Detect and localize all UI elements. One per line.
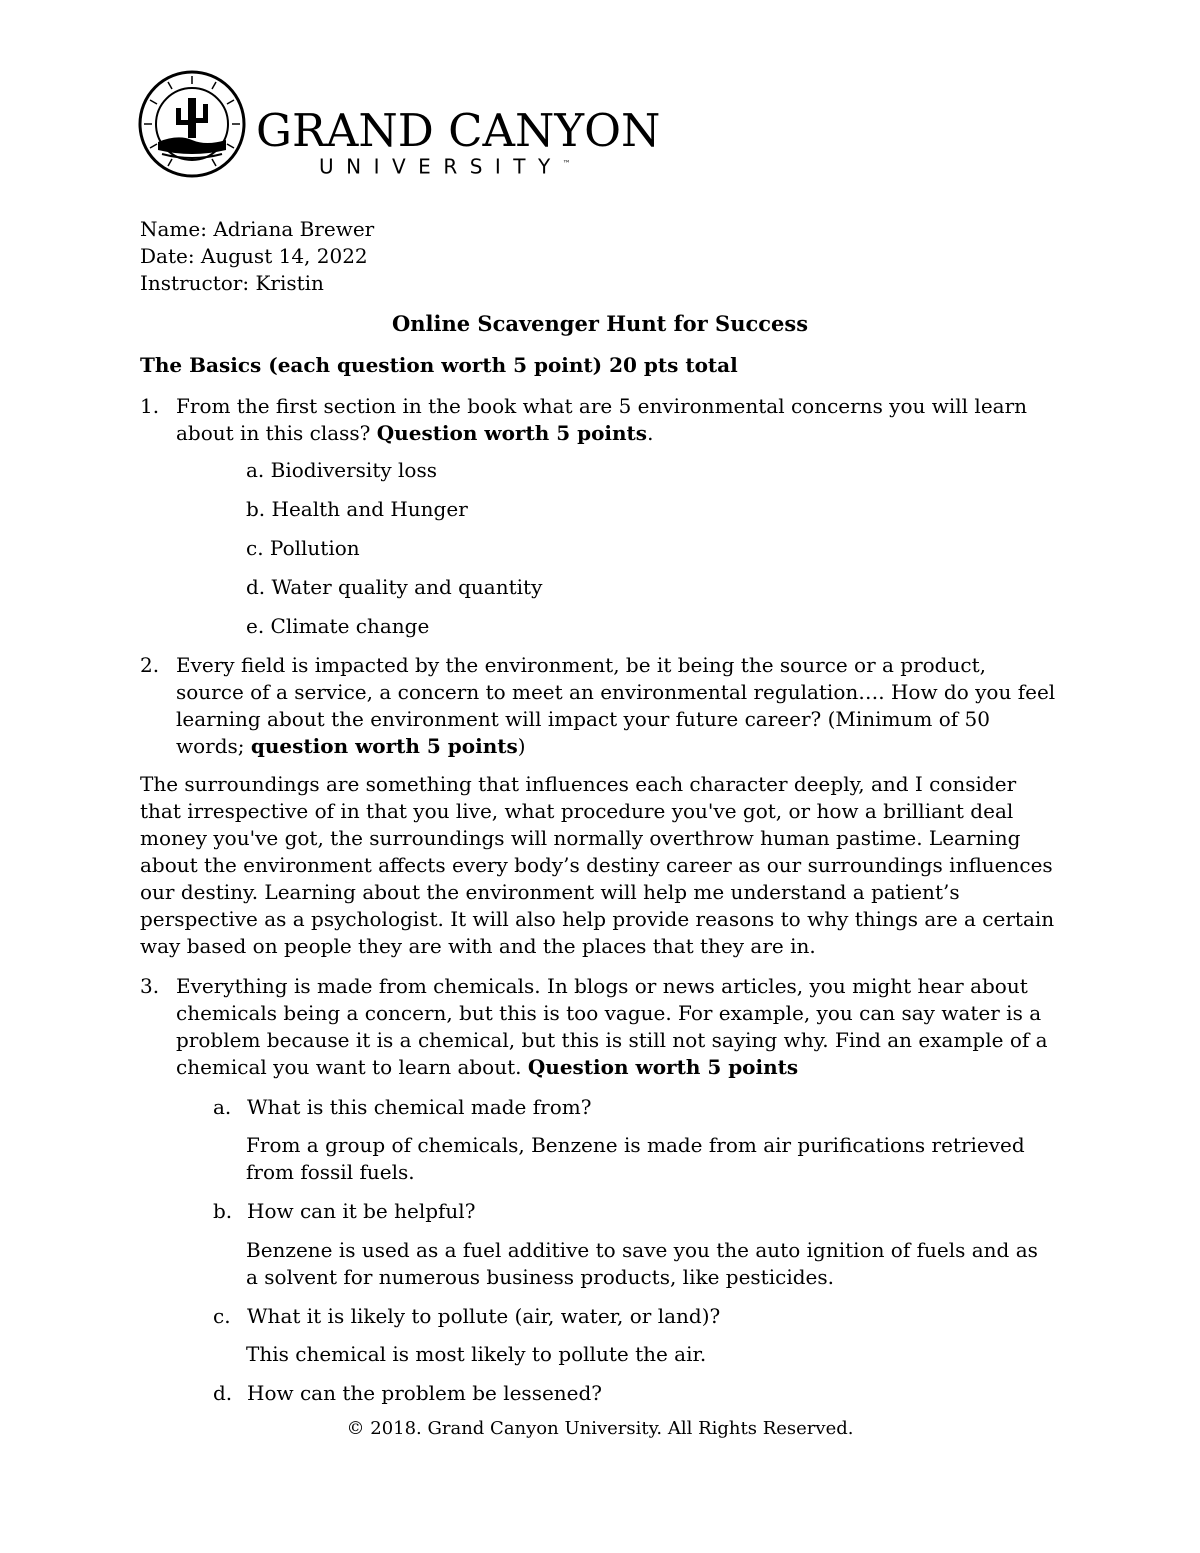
logo-name-line2: UNIVERSITY™: [319, 154, 571, 179]
sub-question-letter: b.: [213, 1199, 233, 1223]
sub-answer: From a group of chemicals, Benzene is made from air purifications retrieved from fossil fuels.: [246, 1133, 1025, 1184]
sub-question-letter: d.: [213, 1381, 233, 1405]
sub-answer: Benzene is used as a fuel additive to save you the auto ignition of fuels and as a solvent for numerous business products, like pesticides.: [246, 1238, 1038, 1289]
document-title: Online Scavenger Hunt for Success: [391, 311, 809, 336]
student-info: [140, 216, 640, 297]
answer-paragraph: The surroundings are something that influences each character deeply, and I consider that irrespective of in that you live, what procedure you've got, or how a brilliant deal money you've got, the surroundings will normally overthrow human pastime. Learning about the environment affects every body’s destiny career as our surroundings influences our destiny. Learning about the environment will help me understand a patient’s perspective as a psychologist. It will also help provide reasons to why things are a certain way based on people they are with and the places that they are in.: [140, 772, 1055, 958]
sub-question-text: What it is likely to pollute (air, water, or land)?: [247, 1304, 721, 1328]
question-number: 2.: [140, 653, 160, 677]
sub-question-text: What is this chemical made from?: [247, 1095, 592, 1119]
sub-question-letter: a.: [213, 1095, 232, 1119]
question-text: From the first section in the book what are 5 environmental concerns you will learn about in this class? Question worth 5 points.: [176, 394, 1028, 445]
student-name: Name: Adriana Brewer: [140, 217, 375, 241]
question-2: [140, 652, 1060, 760]
logo-name-line1: GRAND CANYON: [256, 104, 661, 157]
question-number: 3.: [140, 974, 160, 998]
sub-question-c: [140, 1303, 1060, 1330]
list-item: e. Climate change: [246, 614, 430, 638]
sub-question-b: [140, 1198, 1060, 1225]
submission-date: Date: August 14, 2022: [140, 244, 368, 268]
university-logo: [138, 70, 661, 180]
sub-question-text: How can it be helpful?: [247, 1199, 476, 1223]
question-text: Every field is impacted by the environment, be it being the source or a product, source of a service, a concern to meet an environmental regulation…. How do you feel learning about the environment will impact your future career? (Minimum of 50 words; question worth 5 points): [176, 653, 1056, 758]
sub-question-d: [140, 1380, 1060, 1407]
sub-answer: This chemical is most likely to pollute the air.: [246, 1342, 707, 1366]
section-heading: The Basics (each question worth 5 point) 20 pts total: [140, 353, 738, 377]
sub-question-a: [140, 1094, 1060, 1121]
university-seal-icon: [138, 70, 246, 178]
list-item: a. Biodiversity loss: [246, 458, 437, 482]
question-1: [140, 393, 1060, 447]
question-text: Everything is made from chemicals. In blogs or news articles, you might hear about chemicals being a concern, but this is too vague. For example, you can say water is a problem because it is a chemical, but this is still not saying why. Find an example of a chemical you want to learn about. Question worth 5 points: [176, 974, 1048, 1079]
question-3: [140, 973, 1060, 1081]
page-footer: © 2018. Grand Canyon University. All Rights Reserved.: [346, 1418, 854, 1439]
list-item: d. Water quality and quantity: [246, 575, 543, 599]
list-item: b. Health and Hunger: [246, 497, 468, 521]
question-number: 1.: [140, 394, 160, 418]
sub-question-letter: c.: [213, 1304, 231, 1328]
sub-question-text: How can the problem be lessened?: [247, 1381, 603, 1405]
list-item: c. Pollution: [246, 536, 360, 560]
instructor-name: Instructor: Kristin: [140, 271, 324, 295]
